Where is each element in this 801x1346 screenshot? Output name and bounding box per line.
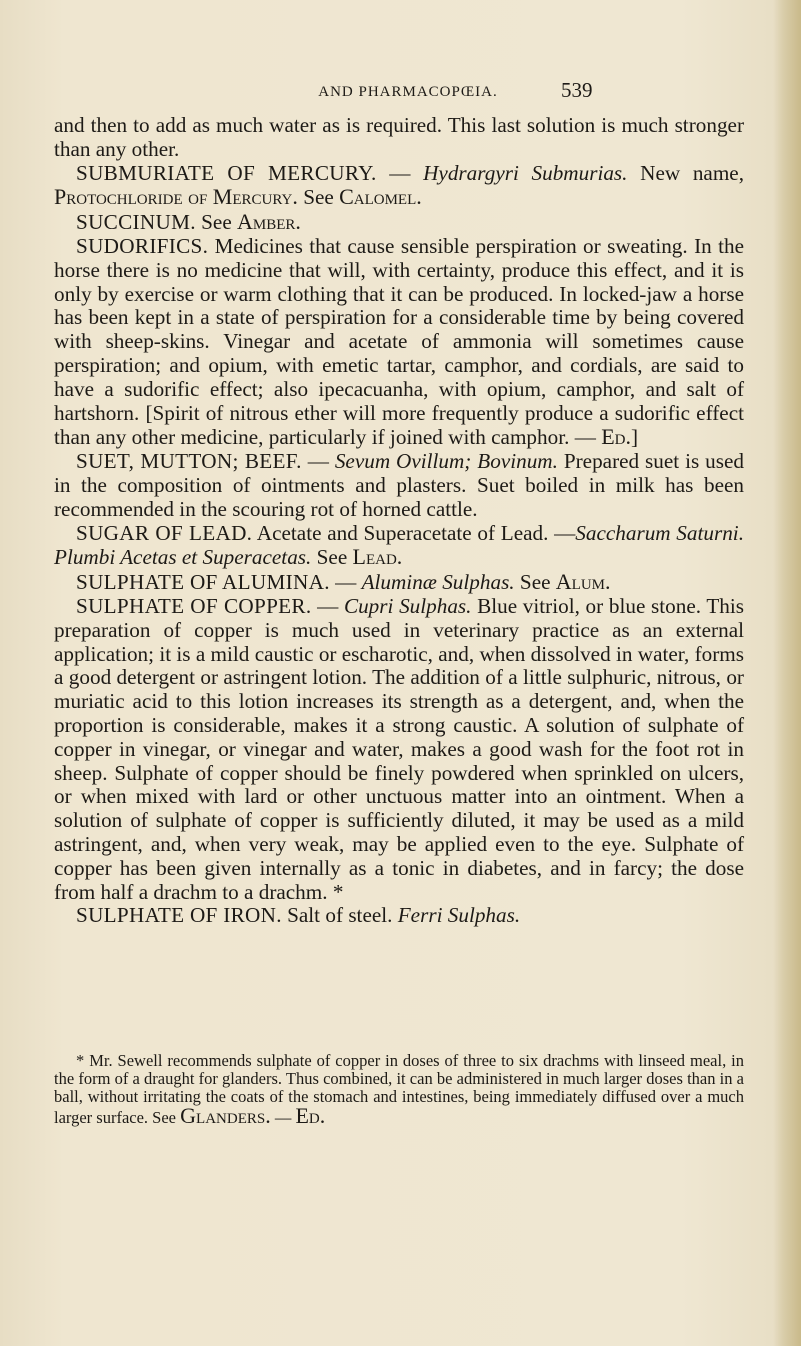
headword: SUDORIFICS. — [76, 233, 209, 258]
cross-reference: Glanders. — [180, 1102, 271, 1128]
footnote: * Mr. Sewell recommends sulphate of copper in doses of three to six drachms with linseed meal, in the form of a draught for glanders. Thus combined, it can be administered in much larger doses than in a ball, without irritating the coats of the stomach and intestines, being immediately diffused over a much larger surface. See Glanders. — Ed. — [54, 1050, 744, 1128]
headword: SULPHATE OF ALUMINA. — [76, 570, 330, 595]
cross-reference: Alum. — [555, 569, 611, 595]
entry-submuriate-of-mercury: SUBMURIATE OF MERCURY. — Hydrargyri Submurias. New name, Protochloride of Mercury. See Calomel. — [54, 160, 744, 210]
headword: SUGAR OF LEAD. — [76, 520, 253, 545]
entry-sulphate-of-copper: SULPHATE OF COPPER. — Cupri Sulphas. Blue vitriol, or blue stone. This preparation of copper is much used in veterinary practice as an external application; it is a mild caustic or escharotic, and, when dissolved in water, forms a good detergent or astringent lotion. The addition of a little sulphuric, nitrous, or muriatic acid to this lotion increases its strength as a detergent, and, when the proportion is considerable, makes it a strong caustic. A solution of sulphate of copper in vinegar, or vinegar and water, makes a good wash for the foot rot in sheep. Sulphate of copper should be finely powdered when sprinkled on ulcers, or when mixed with lard or other unctuous matter into an ointment. When a solution of sulphate of copper is sufficiently diluted, it may be used as a mild astringent, and, when very weak, may be applied even to the eye. Sulphate of copper has been given internally as a tonic in diabetes, and in farcy; the dose from half a drachm to a drachm. * — [54, 593, 744, 904]
headword: SULPHATE OF IRON. — [76, 903, 282, 928]
entry-sugar-of-lead: SUGAR OF LEAD. Acetate and Superacetate of Lead. —Saccharum Saturni. Plumbi Acetas et Superacetas. See Lead. — [54, 520, 744, 570]
latin-name: Hydrargyri Submurias. — [423, 160, 628, 185]
entry-sudorifics: SUDORIFICS. Medicines that cause sensible perspiration or sweating. In the horse there is no medicine that will, with certainty, produce this effect, and it is only by exercise or warm clothing that it can be produced. In locked-jaw a horse has been kept in a state of perspiration for a considerable time by being covered with sheep-skins. Vinegar and acetate of ammonia will sometimes cause perspiration; and opium, with emetic tartar, camphor, and cordials, are said to have a sudorific effect; also ipecacuanha, with opium, camphor, and salt of hartshorn. [Spirit of nitrous ether will more frequently produce a sudorific effect than any other medicine, particularly if joined with camphor. — Ed.] — [54, 233, 744, 450]
paragraph-continuation: and then to add as much water as is required. This last solution is much stronger than any other. — [54, 113, 744, 161]
latin-name: Cupri Sulphas. — [343, 593, 472, 618]
cross-reference: Amber. — [237, 209, 301, 235]
cross-reference: Protochloride of Mercury. — [54, 184, 298, 210]
page-header — [0, 78, 801, 108]
cross-reference: Calomel. — [339, 184, 422, 210]
entry-succinum: SUCCINUM. See Amber. — [76, 209, 301, 235]
cross-reference: Lead. — [352, 544, 403, 570]
entry-sulphate-of-iron: SULPHATE OF IRON. Salt of steel. Ferri Sulphas. — [76, 903, 521, 928]
latin-name: Saccharum Saturni. Plumbi Acetas et Superacetas. — [54, 520, 744, 570]
headword: SUCCINUM. — [76, 210, 196, 235]
entry-sulphate-of-alumina: SULPHATE OF ALUMINA. — Aluminæ Sulphas. See Alum. — [76, 569, 611, 595]
editor-mark: Ed. — [295, 1102, 326, 1128]
page-body — [54, 114, 744, 928]
latin-name: Ferri Sulphas. — [397, 903, 521, 928]
running-head: AND PHARMACOPŒIA. — [318, 84, 498, 100]
latin-name: Aluminæ Sulphas. — [361, 570, 515, 595]
latin-name: Sevum Ovillum; Bovinum. — [334, 449, 558, 474]
page-edge-shadow — [773, 0, 801, 1346]
entry-suet: SUET, MUTTON; BEEF. — Sevum Ovillum; Bovinum. Prepared suet is used in the composition of ointments and plasters. Suet boiled in milk has been recommended in the scouring rot of horned cattle. — [54, 449, 744, 521]
editor-mark: Ed. — [601, 424, 631, 450]
headword: SUBMURIATE OF MERCURY. — [76, 160, 377, 185]
page-number: 539 — [561, 78, 593, 102]
headword: SUET, MUTTON; BEEF. — [76, 449, 302, 474]
headword: SULPHATE OF COPPER. — [76, 593, 312, 618]
